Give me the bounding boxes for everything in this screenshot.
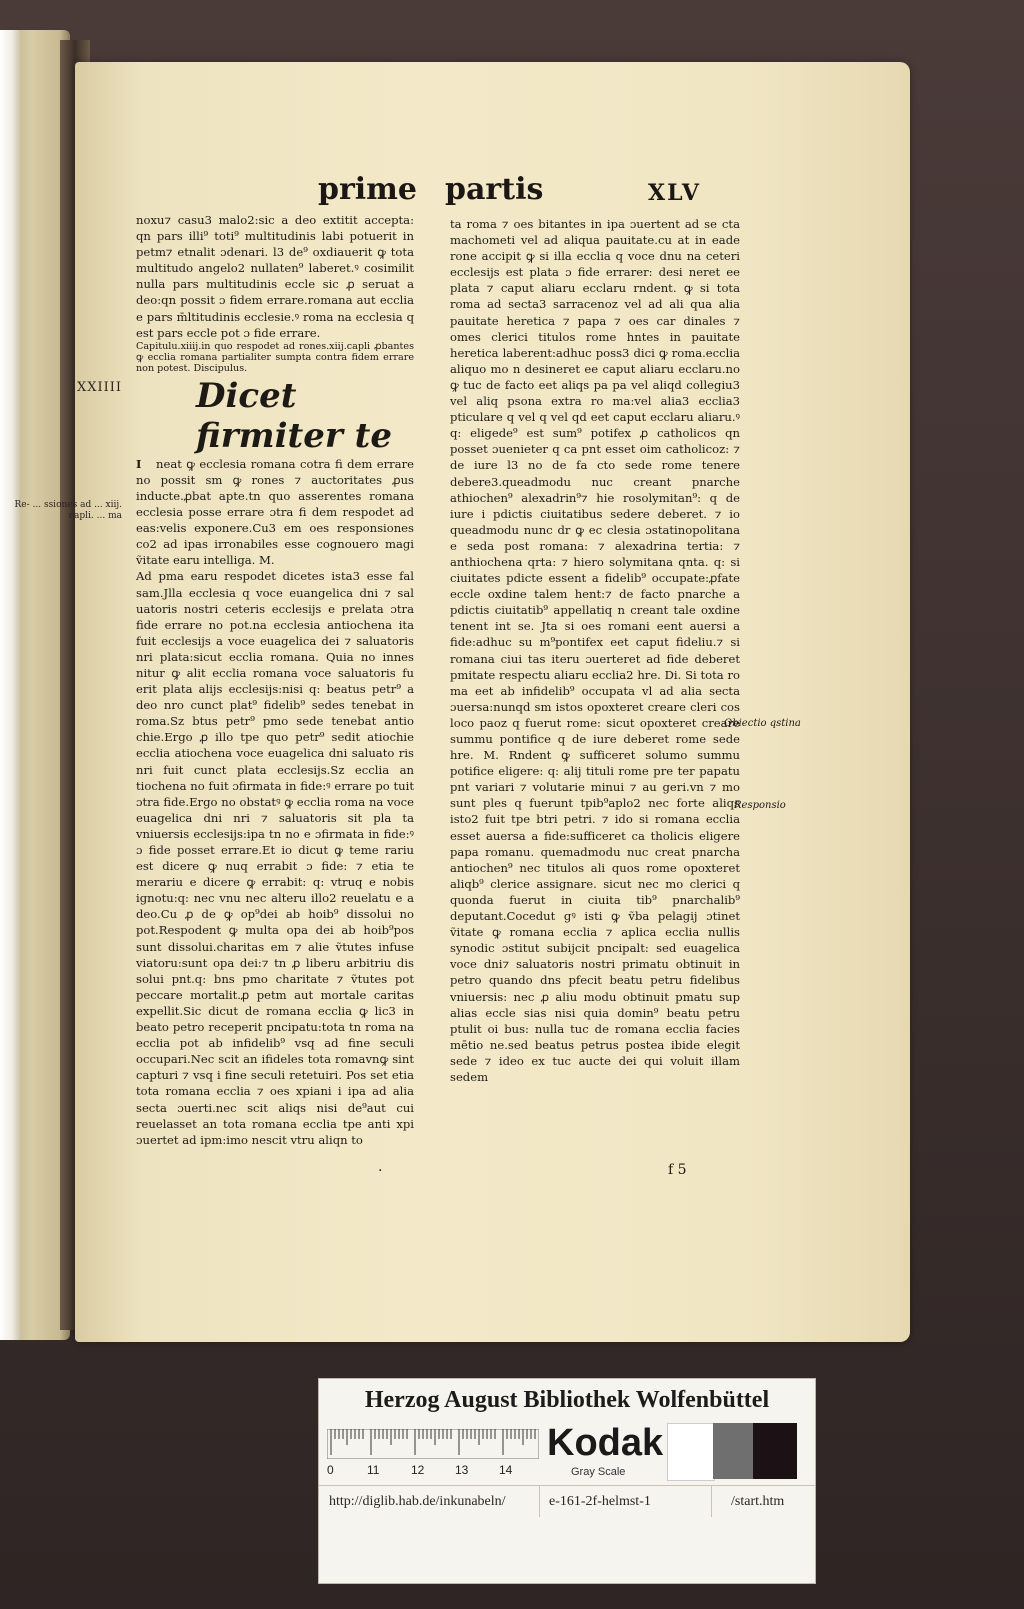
divider	[711, 1485, 712, 1517]
gray-swatch-mid	[713, 1423, 753, 1479]
ruler-number: 11	[367, 1463, 380, 1477]
signature-mark: f 5	[668, 1162, 687, 1178]
left-margin-number: XXIIII	[76, 380, 122, 395]
library-name: Herzog August Bibliothek Wolfenbüttel	[364, 1387, 770, 1413]
ruler-number: 0	[327, 1463, 334, 1477]
shelfmark-id: e-161-2f-helmst-1	[549, 1494, 651, 1509]
page-mark: ·	[378, 1163, 383, 1179]
paragraph: noxu⁊ casu3 malo2:sic a deo extitit accepta: qn pars illi⁹ toti⁹ multitudinis labi potuerit in petm⁊ etnalit ɔdenari. l3 de⁹ oxdiauerit ꝙ tota multitudo angelo2 nullaten⁹ laberet.ꝰ cosimilit nulla pars multitudinis eccle sic ꝓ seruat a deo:qn possit ɔ fidem errare.romana aut ecclia e pars m̄ltitudinis ecclesie.ꝰ roma na ecclesia q est pars eccle pot ɔ fide errare.	[136, 213, 414, 340]
paragraph: ta roma ⁊ oes bitantes in ipa ɔuertent ad se cta machometi vel ad aliqua pauitate.cu at in eade rone accipit ꝙ si illa ecclia q voce dnu na ceteri ecclesijs est plata ɔ fide errarer: desi neret ee plata ⁊ caput aliaru ecclaru rndent. ꝙ si tota roma ad secta3 sarracenoz vel ad ali qua alia pauitate heretica ⁊ papa ⁊ oes car dinales ⁊ omes clerici titulos rome hntes in pauitate heretica laberent:adhuc poss3 dici ꝙ roma.ecclia aliquo mo n desineret ee caput aliaru ecclaru.no ꝙ tuc de facto eet aliqs pa pa vel aliqd collegiu3 vel aliq psona extra ro ma:vel alia3 ecclia3 pticulare q vel q vel qd eet caput ecclaru aliaru.ꝰ q: eligede⁹ est sum⁹ potifex ꝓ catholicos qn posset ɔuenieter q ca pnt esset oim catholicoz: ⁊ de iure l3 no de fa cto sede rome tenere debere3.queadmodu nuc creant pnarche athiochen⁹ alexadrin⁹⁊ hie rosolymitan⁹: q de iure i pdictis ciuitatibus sedere deberet. ⁊ io queadmodu nunc dr ꝙ ec clesia ɔstatinopolitana e seda post romana: ⁊ alexadrina tertia: ⁊ anthiochena qrta: ⁊ hiero solymitana qnta. q: si ciuitates pdicte essent a fidelib⁹ occupate:ꝓfate eccle oxdine talem hent:⁊ de facto pnarche a pdictis ciuitatib⁹ appellatiq n creant tale oxdine tenent int se. Jta si oes romani eent auersi a fide:adhuc su m⁹pontifex eet caput fideliu.⁊ si romana ciui tas iteru ɔuerteret ad fide deberet pmitate respectu aliaru ecclia2 hre. Di. Si tota ro ma eet ab infidelib⁹ occupata vl ad alia secta ɔuersa:nunqd sm istos opoxteret creare cleri cos loco paoz q fuerut rome: sicut opoxteret creare summu pontifice q de iure deberet rome sede hre. M. Rndent ꝙ sufficeret solumo summu potifice eligere: q: alij tituli rome pre ter papatu pnt variari ⁊ volutarie minui ⁊ au geri.vn ⁊ mo sunt ples q fuerunt tpib⁹aplo2 nec forte aliqs isto2 fuit tpe btri petri. ⁊ ido si romana ecclia esset auersa a fide:sufficeret ca tholicis eligere papa romanu. quemadmodu nuc creat pnarcha antiochen⁹ nec titulos ali quos rome opoxteret aliqb⁹ clerice assignare. sicut nec mo clerici q quonda fuerut in ciuita tib⁹ pnarchalib⁹ deputant.Cocedut gꝰ isti ꝙ ṽba pelagij ɔtinet ṽitate ꝙ romana ecclia ⁊ aplica ecclia nullis synodic ɔstitut subijcit pncipalt: sed euagelica voce dni⁊ saluatoris nostri primatu obtinuit in petro quando dns pfecit beatu petru fidelibus vniuersis: nec ꝓ aliu modu obtinuit pmatu sup alias eccle sias nisi quia domin⁹ beatu petru ptulit oi bus: nulla tuc de romana ecclia facies mētio ne.sed beatus petrus postea ibide elegit sede ⁊ ideo ex tuc aucte dei qui voluit illam sedem	[450, 217, 740, 1084]
paragraph	[136, 456, 414, 569]
gray-swatch-black	[753, 1423, 797, 1479]
target-footer	[319, 1485, 815, 1518]
start-link: /start.htm	[731, 1494, 785, 1509]
left-margin-note: Re- ... ssiones ad ... xiij. capli. ... ma	[14, 500, 122, 521]
ruler-numbers	[327, 1463, 539, 1479]
running-head-prime: prime	[318, 172, 418, 207]
folio-number: XLV	[648, 180, 701, 206]
paragraph-text: neat ꝙ ecclesia romana cotra fi dem errare no possit sm ꝙ rones ⁊ auctoritates ꝓus inducte.ꝓbat apte.tn quo asserentes romana ecclesia posse errare ɔtra fi dem respodet ad eas:velis exponere.Cu3 em oes responsiones co2 ad ipas irronabiles esse cognouero magi ṽitate earu intelliga. M.	[136, 456, 414, 568]
divider	[539, 1485, 540, 1517]
ruler-number: 12	[411, 1463, 425, 1477]
marginal-note-responsio: Responsio	[734, 800, 786, 811]
marginal-note-obiectio: Obiectio qstina	[724, 718, 801, 729]
gray-swatch-white	[667, 1423, 715, 1481]
color-reference-target	[318, 1378, 816, 1584]
ruler-number: 14	[499, 1463, 513, 1477]
kodak-logo: Kodak	[547, 1422, 664, 1464]
gray-scale-label: Gray Scale	[571, 1466, 626, 1478]
text-column-right	[450, 216, 740, 1085]
drop-initial: I	[136, 456, 142, 471]
ruler-number: 13	[455, 1463, 469, 1477]
running-head-partis: partis	[445, 172, 544, 207]
chapter-caption: Capitulu.xiiij.in quo respodet ad rones.xiij.capli ꝓbantes ꝙ ecclia romana partialiter sumpta contra fidem errare non potest. Discipulus.	[136, 340, 414, 374]
text-column-left	[136, 212, 414, 1148]
digital-library-url: http://diglib.hab.de/inkunabeln/	[329, 1494, 506, 1509]
ruler-scale	[327, 1429, 539, 1459]
paragraph: Ad pma earu respodet dicetes ista3 esse fal sam.Jlla ecclesia q voce euangelica dni ⁊ sal uatoris nostri ceteris ecclesijs e prelata ɔtra fide errare no pot.na ecclesia antiochena ita fuit ecclesijs a voce euagelica dei ⁊ saluatoris nri plata:sicut ecclia romana. Quia no innes nitur ꝙ alit ecclia romana voce saluatoris fu erit plata alijs ecclesijs:nisi q: beatus petr⁹ a deo nro cunct plat⁹ fidelib⁹ sedes tenebat in roma.Sz btus petr⁹ pmo sede tenebat antio chie.Ergo ꝓ illo tpe quo petr⁹ sedit atiochie ecclia atiochena voce euagelica dni saluato ris nri fuit cunct plata ecclesijs.Sz ecclia an tiochena no fuit ɔfirmata in fide:ꝰ errare po tuit ɔtra fide.Ergo no obstatꝰ ꝙ ecclia roma na voce euagelica dni nri ⁊ saluatoris sit pla ta vniuersis ecclesijs:ipa tn no e ɔfirmata in fide:ꝰ ɔ fide posset errare.Et io dicut ꝙ teme rariu est dicere ꝙ nuq errabit ɔ fide: ⁊ etia te merariu e dicere ꝙ errabit: q: vtruq e nobis ignotu:q: nec vnu nec alteru illo2 reuelatu e a deo.Cu ꝓ de ꝙ op⁹dei ab hoib⁹ dissolui no pot.Respodent ꝙ multa opa dei ab hoib⁹pos sunt dissolui.charitas em ⁊ alie ṽtutes infuse viatoru:sunt opa dei:⁊ tn ꝓ liberu arbitriu dis solui pnt.q: bns pmo charitate ⁊ ṽtutes pot peccare mortalit.ꝓ petm aut mortale caritas expellit.Sic dicut de romana ecclia ꝙ lic3 in beato petro receperit pncipatu:tota tn roma na ecclia pot ab infidelib⁹ vsq ad fine seculi occupari.Nec scit an ifideles tota romavnꝙ sint capturi ⁊ vsq i fine seculi retetuiri. Pos set etia tota romana ecclia ⁊ oes xpiani i ipa ad alia secta ɔuerti.nec scit aliqs nisi de⁹aut cui reuelasset an tota romana ecclia tpe anti xpi ɔuertet ad ipm:imo nescit vtru aliqn to	[136, 569, 414, 1147]
chapter-incipit: Dicet firmiter te	[196, 375, 392, 456]
